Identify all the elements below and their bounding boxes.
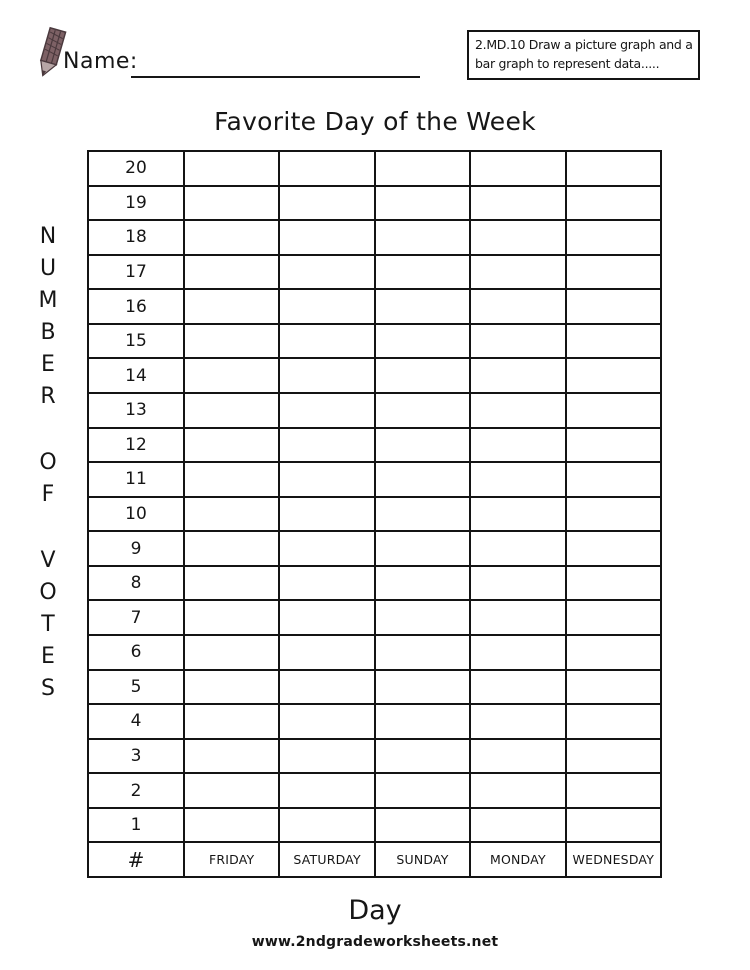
grid-cell[interactable] — [567, 463, 660, 496]
grid-cell[interactable] — [280, 636, 373, 669]
grid-cell[interactable] — [471, 463, 564, 496]
chart-title: Favorite Day of the Week — [214, 107, 536, 136]
x-axis-label: Day — [348, 895, 402, 926]
standards-line-2: bar graph to represent data..... — [475, 56, 660, 71]
y-tick-label: 5 — [89, 671, 183, 704]
name-label: Name: — [63, 49, 138, 74]
grid-cell[interactable] — [567, 740, 660, 773]
grid-cell[interactable] — [280, 152, 373, 185]
axis-letter: E — [41, 644, 55, 669]
grid-cell[interactable] — [471, 636, 564, 669]
y-tick-label: 12 — [89, 429, 183, 462]
grid-cell[interactable] — [185, 429, 278, 462]
column-header-monday: MONDAY — [471, 843, 564, 876]
grid-cell[interactable] — [280, 256, 373, 289]
grid-cell[interactable] — [471, 705, 564, 738]
grid-cell[interactable] — [185, 532, 278, 565]
grid-cell[interactable] — [185, 152, 278, 185]
grid-cell[interactable] — [280, 705, 373, 738]
grid-cell[interactable] — [185, 325, 278, 358]
axis-letter: R — [40, 384, 56, 409]
name-blank-line[interactable] — [131, 76, 420, 78]
grid-cell[interactable] — [376, 429, 469, 462]
y-tick-label: 10 — [89, 498, 183, 531]
axis-letter: N — [39, 224, 57, 249]
column-header-sunday: SUNDAY — [376, 843, 469, 876]
y-tick-label: 13 — [89, 394, 183, 427]
count-row-symbol: # — [89, 843, 183, 876]
y-tick-label: 19 — [89, 187, 183, 220]
standards-box — [467, 30, 700, 80]
axis-letter: O — [39, 580, 57, 605]
grid-cell[interactable] — [376, 809, 469, 842]
grid-cell[interactable] — [567, 532, 660, 565]
axis-letter: S — [41, 676, 55, 701]
grid-cell[interactable] — [567, 429, 660, 462]
grid-cell[interactable] — [376, 671, 469, 704]
column-header-wednesday: WEDNESDAY — [567, 843, 660, 876]
grid-cell[interactable] — [185, 394, 278, 427]
grid-cell[interactable] — [471, 498, 564, 531]
axis-letter: T — [41, 612, 55, 637]
grid-cell[interactable] — [567, 290, 660, 323]
y-tick-label: 17 — [89, 256, 183, 289]
grid-cell[interactable] — [280, 774, 373, 807]
grid-cell[interactable] — [185, 705, 278, 738]
grid-cell[interactable] — [567, 498, 660, 531]
grid-cell[interactable] — [376, 705, 469, 738]
grid-cell[interactable] — [185, 740, 278, 773]
grid-cell[interactable] — [185, 636, 278, 669]
grid-cell[interactable] — [567, 394, 660, 427]
footer-url: www.2ndgradeworksheets.net — [251, 934, 499, 950]
grid-cell[interactable] — [376, 325, 469, 358]
column-header-friday: FRIDAY — [185, 843, 278, 876]
grid-cell[interactable] — [376, 359, 469, 392]
grid-cell[interactable] — [567, 705, 660, 738]
grid-cell[interactable] — [185, 187, 278, 220]
grid-cell[interactable] — [376, 740, 469, 773]
grid-cell[interactable] — [376, 463, 469, 496]
grid-cell[interactable] — [280, 429, 373, 462]
grid-cell[interactable] — [567, 809, 660, 842]
y-tick-label: 8 — [89, 567, 183, 600]
y-tick-label: 14 — [89, 359, 183, 392]
grid-cell[interactable] — [376, 290, 469, 323]
axis-letter: F — [41, 482, 55, 507]
grid-cell[interactable] — [471, 152, 564, 185]
grid-cell[interactable] — [471, 740, 564, 773]
grid-cell[interactable] — [280, 221, 373, 254]
grid-cell[interactable] — [471, 671, 564, 704]
grid-cell[interactable] — [376, 636, 469, 669]
grid-cell[interactable] — [185, 221, 278, 254]
grid-cell[interactable] — [471, 359, 564, 392]
grid-cell[interactable] — [185, 498, 278, 531]
y-axis-label — [27, 221, 69, 705]
grid-cell[interactable] — [280, 740, 373, 773]
grid-cell[interactable] — [567, 636, 660, 669]
grid-cell[interactable] — [567, 187, 660, 220]
grid-cell[interactable] — [471, 567, 564, 600]
grid-cell[interactable] — [185, 256, 278, 289]
grid-cell[interactable] — [567, 567, 660, 600]
grid-cell[interactable] — [280, 498, 373, 531]
axis-letter: V — [40, 548, 56, 573]
y-tick-label: 11 — [89, 463, 183, 496]
grid-cell[interactable] — [376, 532, 469, 565]
grid-cell[interactable] — [280, 359, 373, 392]
grid-cell[interactable] — [185, 290, 278, 323]
y-tick-label: 3 — [89, 740, 183, 773]
grid-cell[interactable] — [471, 532, 564, 565]
grid-cell[interactable] — [185, 774, 278, 807]
grid-cell[interactable] — [185, 567, 278, 600]
grid-cell[interactable] — [471, 394, 564, 427]
grid-cell[interactable] — [471, 187, 564, 220]
grid-cell[interactable] — [280, 601, 373, 634]
grid-cell[interactable] — [280, 532, 373, 565]
grid-cell[interactable] — [471, 809, 564, 842]
grid-cell[interactable] — [280, 463, 373, 496]
grid-cell[interactable] — [567, 152, 660, 185]
axis-letter: O — [39, 450, 57, 475]
grid-cell[interactable] — [376, 152, 469, 185]
grid-cell[interactable] — [376, 187, 469, 220]
grid-cell[interactable] — [185, 601, 278, 634]
grid-cell[interactable] — [376, 221, 469, 254]
y-tick-label: 6 — [89, 636, 183, 669]
grid-cell[interactable] — [567, 359, 660, 392]
grid-cell[interactable] — [280, 809, 373, 842]
grid-cell[interactable] — [185, 463, 278, 496]
grid-cell[interactable] — [376, 498, 469, 531]
grid-cell[interactable] — [471, 221, 564, 254]
axis-letter: E — [41, 352, 55, 377]
y-tick-label: 18 — [89, 221, 183, 254]
axis-letter: U — [39, 256, 57, 281]
grid-cell[interactable] — [567, 221, 660, 254]
axis-letter: M — [38, 288, 58, 313]
grid-cell[interactable] — [376, 567, 469, 600]
grid-cell[interactable] — [280, 394, 373, 427]
grid-cell[interactable] — [376, 394, 469, 427]
column-header-saturday: SATURDAY — [280, 843, 373, 876]
grid-cell[interactable] — [280, 567, 373, 600]
grid-cell[interactable] — [471, 256, 564, 289]
grid-cell[interactable] — [376, 774, 469, 807]
grid-cell[interactable] — [471, 290, 564, 323]
grid-cell[interactable] — [280, 325, 373, 358]
axis-letter: B — [40, 320, 56, 345]
y-tick-label: 16 — [89, 290, 183, 323]
grid-cell[interactable] — [567, 774, 660, 807]
grid-cell[interactable] — [280, 187, 373, 220]
y-tick-label: 1 — [89, 809, 183, 842]
y-tick-label: 15 — [89, 325, 183, 358]
y-tick-label: 4 — [89, 705, 183, 738]
grid-cell[interactable] — [471, 601, 564, 634]
grid-cell[interactable] — [471, 325, 564, 358]
grid-cell[interactable] — [567, 671, 660, 704]
standards-line-1: 2.MD.10 Draw a picture graph and a — [475, 37, 693, 52]
y-tick-label: 2 — [89, 774, 183, 807]
y-tick-label: 9 — [89, 532, 183, 565]
grid-cell[interactable] — [280, 671, 373, 704]
grid-cell[interactable] — [185, 671, 278, 704]
y-tick-label: 7 — [89, 601, 183, 634]
grid-cell[interactable] — [567, 256, 660, 289]
graph-grid — [87, 150, 662, 878]
grid-cell[interactable] — [185, 359, 278, 392]
grid-cell[interactable] — [567, 601, 660, 634]
grid-cell[interactable] — [471, 429, 564, 462]
grid-cell[interactable] — [567, 325, 660, 358]
grid-cell[interactable] — [185, 809, 278, 842]
grid-cell[interactable] — [376, 256, 469, 289]
grid-cell[interactable] — [376, 601, 469, 634]
y-tick-label: 20 — [89, 152, 183, 185]
grid-cell[interactable] — [280, 290, 373, 323]
grid-cell[interactable] — [471, 774, 564, 807]
